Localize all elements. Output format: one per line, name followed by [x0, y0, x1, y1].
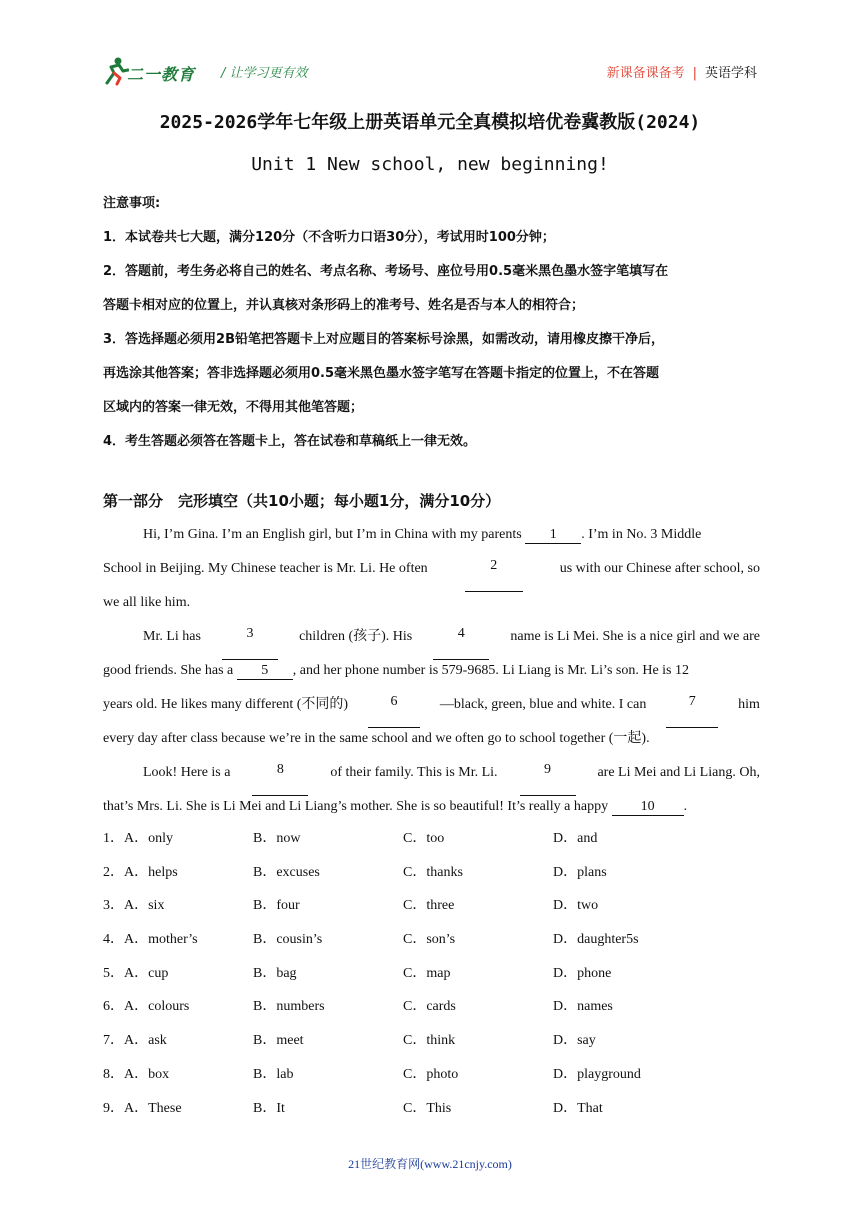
passage-line: good friends. She has a 5 , and her phone number is 579-9685. Li Liang is Mr. Li’s son. He is 12: [103, 663, 689, 678]
header-divider: |: [692, 66, 697, 81]
blank-7: 7: [666, 694, 718, 728]
option-a: [103, 828, 173, 850]
option-b: [253, 1098, 285, 1120]
option-b: [253, 1064, 293, 1086]
option-text: C．too: [403, 831, 445, 846]
blank-5: 5: [237, 663, 293, 680]
option-text: D．plans: [553, 864, 607, 880]
blank-3: 3: [222, 626, 278, 660]
option-text: D．two: [553, 898, 599, 914]
option-text: B．lab: [253, 1066, 294, 1082]
option-a: [103, 1030, 167, 1052]
option-text: D．daughter5s: [553, 932, 639, 948]
option-c: [403, 963, 450, 985]
option-d: [553, 963, 611, 985]
blank-9: 9: [520, 762, 576, 796]
option-d: [553, 862, 607, 884]
notes-block: [103, 194, 763, 466]
option-text: D．and: [553, 831, 598, 846]
option-text: A．six: [124, 898, 165, 914]
option-text: D．That: [553, 1100, 603, 1116]
blank-4: 4: [433, 626, 489, 660]
option-c: [403, 895, 454, 917]
passage-line: every day after class because we’re in the same school and we often go to school together (一起).: [103, 731, 650, 746]
passage-line: School in Beijing. My Chinese teacher is Mr. Li. He often 2 us with our Chinese after school, so: [103, 558, 760, 592]
option-text: A．These: [124, 1100, 182, 1116]
option-c: [403, 996, 456, 1018]
blank-8: 8: [252, 762, 308, 796]
option-c: [403, 828, 444, 850]
option-d: [553, 1098, 603, 1120]
option-text: A．cup: [124, 965, 169, 981]
passage-line: years old. He likes many different (不同的) 6 —black, green, blue and white. I can 7 him: [103, 694, 760, 728]
section-title: 第一部分 完形填空（共10小题；每小题1分，满分10分）: [103, 492, 501, 510]
option-text: D．say: [553, 1033, 596, 1049]
header-right: [607, 62, 757, 81]
option-text: B．cousin’s: [253, 932, 323, 948]
question-row: [103, 1064, 763, 1098]
header-subject: 英语学科: [704, 66, 757, 81]
question-row: [103, 963, 763, 997]
passage-line: that’s Mrs. Li. She is Li Mei and Li Liang’s mother. She is so beautiful! It’s really a happy 10 .: [103, 799, 688, 814]
option-c: [403, 1098, 451, 1120]
passage-line: Mr. Li has 3 children (孩子). His 4 name is Li Mei. She is a nice girl and we are: [103, 626, 760, 660]
option-text: A．helps: [124, 864, 178, 880]
option-d: [553, 1030, 596, 1052]
option-b: [253, 929, 322, 951]
option-text: C．son’s: [403, 932, 456, 948]
passage-line: we all like him.: [103, 595, 191, 610]
option-text: A．colours: [124, 999, 190, 1015]
note-line: 4．考生答题必须答在答题卡上，答在试卷和草稿纸上一律无效。: [103, 434, 477, 449]
option-a: [103, 862, 178, 884]
option-a: [103, 929, 198, 951]
page-header: [103, 52, 757, 92]
option-d: [553, 929, 639, 951]
option-a: [103, 1098, 182, 1120]
option-b: [253, 963, 297, 985]
option-text: C．photo: [403, 1066, 459, 1082]
option-text: C．map: [403, 965, 451, 981]
option-text: C．thanks: [403, 864, 463, 880]
note-line: 3．答选择题必须用2B铅笔把答题卡上对应题目的答案标号涂黑，如需改动，请用橡皮擦干净后，: [103, 332, 665, 347]
option-text: A．ask: [124, 1033, 167, 1049]
logo: [103, 56, 213, 88]
option-d: [553, 996, 613, 1018]
question-row: [103, 996, 763, 1030]
option-text: B．bag: [253, 965, 297, 981]
option-text: B．now: [253, 831, 301, 846]
option-b: [253, 862, 320, 884]
question-number: 9．: [103, 1100, 124, 1116]
notes-heading: 注意事项:: [103, 196, 161, 211]
option-text: A．only: [124, 831, 173, 846]
option-text: C．think: [403, 1033, 456, 1049]
question-options: [103, 828, 763, 1131]
question-number: 7．: [103, 1033, 124, 1049]
option-text: D．playground: [553, 1066, 641, 1082]
passage-line: Look! Here is a 8 of their family. This is Mr. Li. 9 are Li Mei and Li Liang. Oh,: [103, 762, 760, 796]
option-text: B．numbers: [253, 999, 325, 1015]
option-text: D．names: [553, 999, 613, 1015]
note-line: 区域内的答案一律无效，不得用其他笔答题；: [103, 400, 364, 415]
option-text: C．cards: [403, 999, 456, 1015]
option-d: [553, 895, 598, 917]
option-a: [103, 895, 164, 917]
slogan: / 让学习更有效: [221, 66, 308, 81]
question-number: 1．: [103, 831, 124, 846]
question-number: 5．: [103, 965, 124, 981]
question-number: 2．: [103, 864, 124, 880]
option-c: [403, 929, 455, 951]
blank-6: 6: [368, 694, 420, 728]
question-number: 4．: [103, 932, 124, 948]
question-row: [103, 828, 763, 862]
question-number: 3．: [103, 898, 124, 914]
option-c: [403, 1064, 458, 1086]
question-row: [103, 1030, 763, 1064]
question-number: 6．: [103, 999, 124, 1015]
cloze-passage: [103, 524, 760, 830]
exam-title: 2025-2026学年七年级上册英语单元全真模拟培优卷冀教版(2024): [159, 112, 701, 133]
runner-logo-icon: [103, 56, 129, 86]
option-text: C．three: [403, 898, 455, 914]
option-text: B．four: [253, 898, 300, 914]
option-text: B．excuses: [253, 864, 320, 880]
blank-2: 2: [465, 558, 523, 592]
option-b: [253, 828, 300, 850]
option-text: D．phone: [553, 965, 612, 981]
question-row: [103, 1098, 763, 1132]
option-text: B．meet: [253, 1033, 304, 1049]
question-number: 8．: [103, 1066, 124, 1082]
option-a: [103, 963, 168, 985]
option-c: [403, 862, 463, 884]
note-line: 2．答题前，考生务必将自己的姓名、考点名称、考场号、座位号用0.5毫米黑色墨水签字笔填写在: [103, 264, 669, 279]
option-a: [103, 996, 189, 1018]
note-line: 再选涂其他答案；答非选择题必须用0.5毫米黑色墨水签字笔写在答题卡指定的位置上，不在答题: [103, 366, 660, 381]
option-a: [103, 1064, 169, 1086]
header-tag: 新课备课备考: [606, 66, 685, 81]
question-row: [103, 895, 763, 929]
blank-1: 1: [525, 527, 581, 544]
option-text: A．box: [124, 1066, 170, 1082]
question-row: [103, 929, 763, 963]
option-text: A．mother’s: [124, 932, 198, 948]
option-b: [253, 996, 325, 1018]
logo-text: 二一教育: [127, 65, 196, 84]
note-line: 1．本试卷共七大题，满分120分（不含听力口语30分），考试用时100分钟；: [103, 230, 555, 245]
option-text: C．This: [403, 1100, 452, 1116]
option-d: [553, 1064, 641, 1086]
unit-title: Unit 1 New school, new beginning!: [251, 154, 609, 175]
page-footer: 21世纪教育网(www.21cnjy.com): [348, 1157, 512, 1171]
blank-10: 10: [612, 799, 684, 816]
option-text: B．It: [253, 1100, 285, 1116]
note-line: 答题卡相对应的位置上，并认真核对条形码上的准考号、姓名是否与本人的相符合；: [103, 298, 585, 313]
option-d: [553, 828, 597, 850]
question-row: [103, 862, 763, 896]
passage-line: Hi, I’m Gina. I’m an English girl, but I’m in China with my parents 1 . I’m in No. 3 Middle: [143, 527, 702, 542]
option-c: [403, 1030, 455, 1052]
option-b: [253, 895, 300, 917]
option-b: [253, 1030, 304, 1052]
